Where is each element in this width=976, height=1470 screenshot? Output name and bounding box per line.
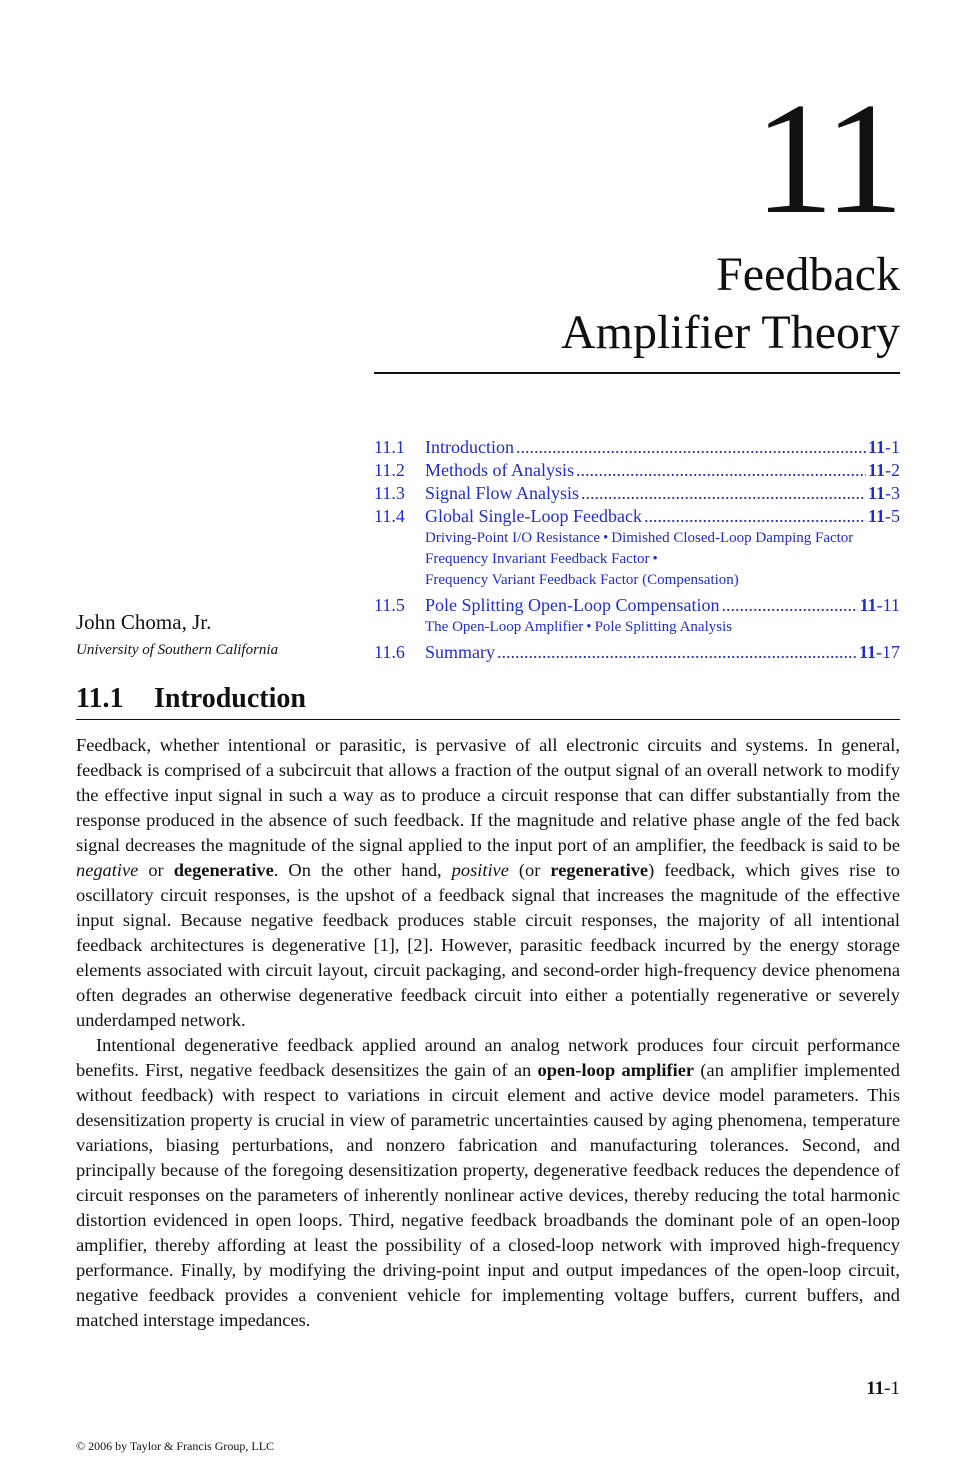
toc-entry-pole-splitting[interactable] [374, 594, 900, 617]
toc-subtopic[interactable]: The Open-Loop Amplifier [425, 619, 584, 635]
toc-entry-page: 11-3 [867, 483, 900, 503]
term-positive: positive [451, 860, 509, 880]
toc-entry-summary[interactable] [374, 641, 900, 664]
chapter-number: 11 [753, 69, 900, 247]
toc-entry-number: 11.2 [374, 460, 405, 480]
chapter-title-line-1: Feedback [716, 248, 900, 301]
author-block [76, 609, 278, 662]
term-regenerative: regenerative [550, 860, 649, 880]
toc-subtopic[interactable]: Frequency Invariant Feedback Factor [425, 551, 650, 567]
toc-leader-dots [644, 505, 866, 528]
toc-entry-number: 11.3 [374, 483, 405, 503]
term-open-loop-amplifier: open-loop amplifier [537, 1060, 695, 1080]
table-of-contents [374, 436, 900, 664]
toc-entry-methods-of-analysis[interactable] [374, 459, 900, 482]
toc-entry-title: Methods of Analysis [425, 460, 575, 480]
toc-subtopic[interactable]: Driving-Point I/O Resistance [425, 530, 600, 546]
copyright-notice: © 2006 by Taylor & Francis Group, LLC [76, 1439, 275, 1453]
author-name: John Choma, Jr. [76, 610, 212, 634]
bullet-separator: • [602, 530, 609, 546]
toc-leader-dots [722, 594, 858, 617]
section-heading [76, 681, 900, 720]
toc-subtopics [425, 617, 900, 638]
toc-subtopics [425, 528, 900, 591]
section-title: Introduction [154, 683, 306, 714]
toc-entry-number: 11.4 [374, 506, 405, 526]
paragraph: Intentional degenerative feedback applied around an analog network produces four circuit performance benefits. First, negative feedback desensitizes the gain of an open-loop amplifier (an amplifier implemented without feedback) with respect to variations in circuit element and active device model parameters. This desensitization property is crucial in view of parametric uncertainties caused by aging phenomena, temperature variations, biasing perturbations, and nonzero fabrication and manufacturing tolerances. Second, and principally because of the foregoing desensitization property, degenerative feedback reduces the dependence of circuit responses on the parameters of inherently nonlinear active devices, thereby reducing the total harmonic distortion evidenced in open loops. Third, negative feedback broadbands the dominant pole of an open-loop amplifier, thereby affording at least the possibility of a closed-loop network with improved high-frequency performance. Finally, by modifying the driving-point input and output impedances of the open-loop circuit, negative feedback provides a convenient vehicle for implementing voltage buffers, current buffers, and matched interstage impedances. [76, 1035, 900, 1330]
toc-leader-dots [581, 482, 866, 505]
title-divider [374, 372, 900, 374]
toc-entry-title: Signal Flow Analysis [425, 483, 580, 503]
toc-entry-title: Pole Splitting Open-Loop Compensation [425, 595, 720, 615]
toc-entry-page: 11-5 [867, 506, 900, 526]
toc-entry-number: 11.5 [374, 595, 405, 615]
toc-leader-dots [516, 436, 866, 459]
toc-entry-introduction[interactable] [374, 436, 900, 459]
toc-leader-dots [576, 459, 866, 482]
toc-entry-page: 11-1 [867, 437, 900, 457]
bullet-separator: • [586, 619, 592, 635]
term-negative: negative [76, 860, 139, 880]
page-number: 11-1 [866, 1378, 900, 1399]
toc-leader-dots [497, 641, 857, 664]
toc-entry-page: 11-17 [858, 642, 900, 662]
toc-subtopic[interactable]: Dimished Closed-Loop Damping Factor [611, 530, 854, 546]
toc-entry-title: Summary [425, 642, 495, 662]
body-text [76, 733, 900, 1333]
author-affiliation: University of Southern California [76, 642, 279, 658]
toc-entry-page: 11-2 [867, 460, 900, 480]
bullet-separator: • [652, 551, 658, 567]
toc-entry-title: Global Single-Loop Feedback [425, 506, 642, 526]
chapter-title [340, 246, 900, 362]
toc-subtopic[interactable]: Frequency Variant Feedback Factor (Compensation) [425, 572, 739, 588]
section-number: 11.1 [76, 683, 124, 714]
toc-entry-global-single-loop-feedback[interactable] [374, 505, 900, 528]
toc-entry-number: 11.6 [374, 642, 405, 662]
toc-subtopic[interactable]: Pole Splitting Analysis [594, 619, 733, 635]
toc-entry-signal-flow-analysis[interactable] [374, 482, 900, 505]
chapter-title-line-2: Amplifier Theory [560, 306, 900, 359]
toc-entry-page: 11-11 [859, 595, 900, 615]
toc-entry-number: 11.1 [374, 437, 405, 457]
toc-entry-title: Introduction [425, 437, 514, 457]
paragraph: Feedback, whether intentional or parasitic, is pervasive of all electronic circuits and systems. In general, feedback is comprised of a subcircuit that allows a fraction of the output signal of an overall network to modify the effective input signal in such a way as to produce a circuit response that can differ substantially from the response produced in the absence of such feedback. If the magnitude and relative phase angle of the fed back signal decreases the magnitude of the signal applied to the input port of an amplifier, the feedback is said to be negative or degenerative. On the other hand, positive (or regenerative) feedback, which gives rise to oscillatory circuit responses, is the upshot of a feedback signal that increases the magnitude of the effective input signal. Because negative feedback produces stable circuit responses, the majority of all intentional feedback architectures is degenerative [1], [2]. However, parasitic feedback incurred by the energy storage elements associated with circuit layout, circuit packaging, and second-order high-frequency device phenomena often degrades an otherwise degenerative feedback circuit into either a potentially regenerative or severely underdamped network. [76, 735, 901, 1030]
term-degenerative: degenerative [173, 860, 274, 880]
